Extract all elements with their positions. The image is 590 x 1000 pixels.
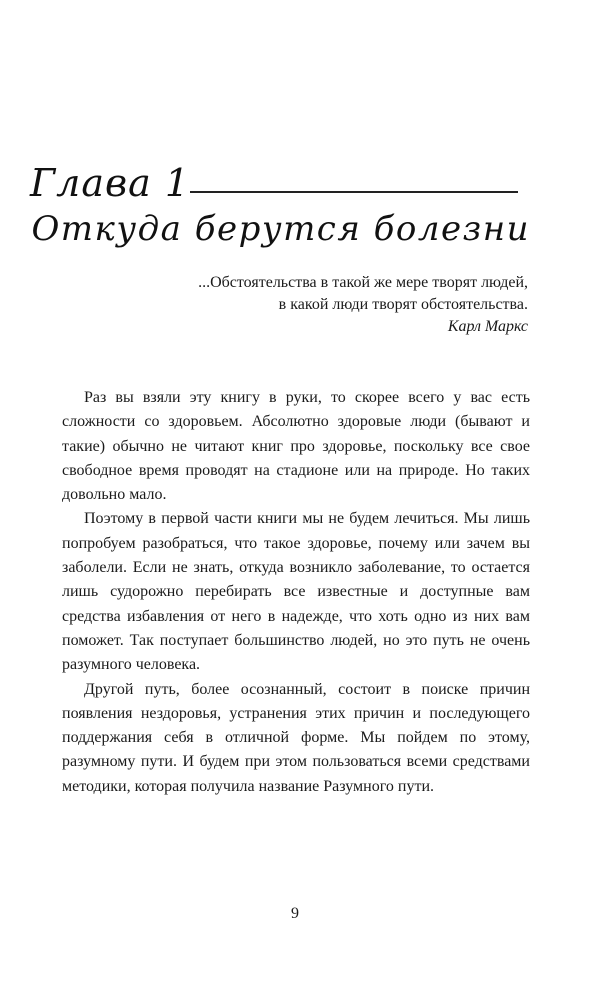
chapter-label: Глава 1 <box>30 161 191 205</box>
page-number: 9 <box>291 905 299 922</box>
chapter-rule <box>190 191 518 193</box>
paragraph: Раз вы взяли эту книгу в руки, то скорее всего у вас есть сложности со здоровьем. Абсолютно здоровые люди (бывают и такие) обычно не читают книг про здоровье, поскольку все свое свободное время проводят на стадионе или на природе. Но таких довольно мало. <box>62 389 530 504</box>
paragraph: Поэтому в первой части книги мы не будем лечиться. Мы лишь попробуем разобраться, что такое здоровье, почему или зачем вы заболели. Если не знать, откуда возникло заболевание, то остается лишь судорожно перебирать все известные и доступные вам средства избавления от него в надежде, что хоть одно из них вам поможет. Так поступает большинство людей, но это путь не очень разумного человека. <box>62 510 530 674</box>
epigraph-line: в какой люди творят обстоятельства. <box>278 296 528 313</box>
paragraph: Другой путь, более осознанный, состоит в поиске причин появления нездоровья, устранения этих причин и последующего поддержания себя в отличной форме. Мы пойдем по этому, разумному пути. И будем при этом пользоваться всеми средствами методики, которая получила название Разумного пути. <box>62 680 530 795</box>
chapter-title: Откуда берутся болезни <box>31 209 530 249</box>
body-text <box>62 386 530 799</box>
epigraph-author: Карл Маркс <box>447 318 528 335</box>
epigraph-line: ...Обстоятельства в такой же мере творят людей, <box>198 274 528 291</box>
chapter-header <box>30 160 530 250</box>
epigraph <box>108 272 528 338</box>
